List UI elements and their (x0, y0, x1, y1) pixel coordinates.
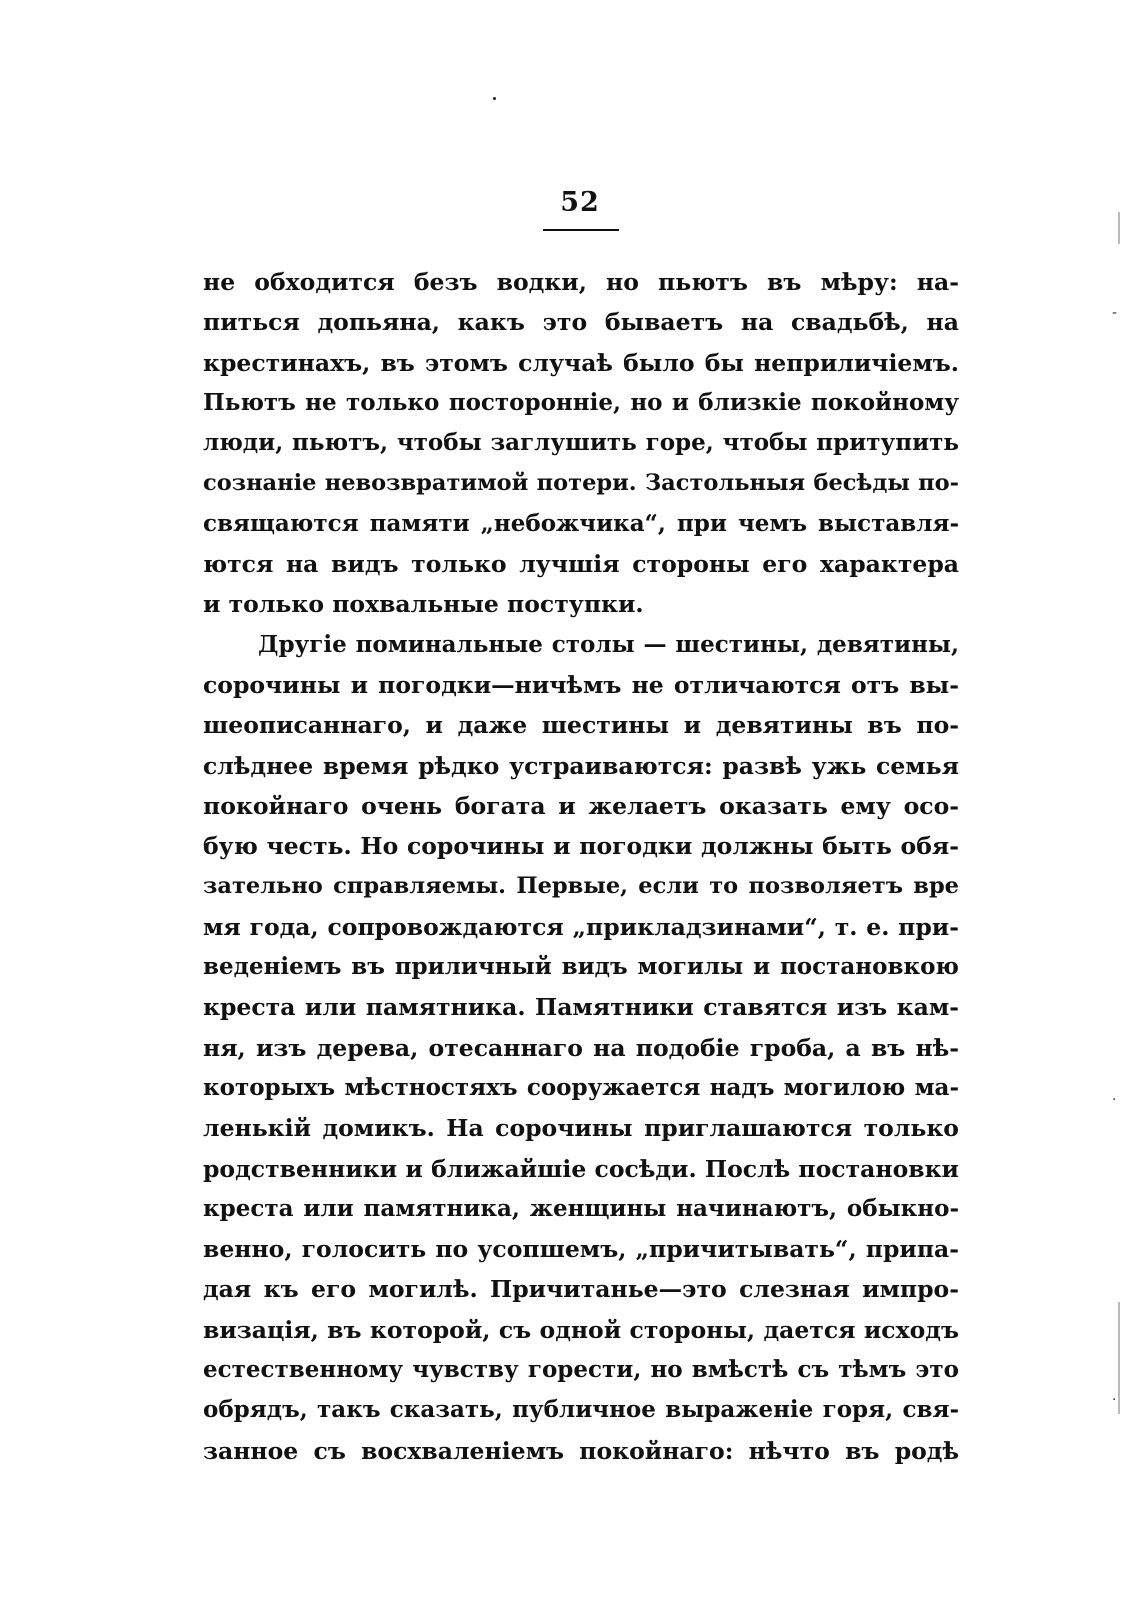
text-line: которыхъ мѣстностяхъ сооружается надъ могилою ма- (203, 1073, 959, 1101)
text-line: визація, въ которой, съ одной стороны, дается исходъ (203, 1315, 959, 1344)
text-line: бую честь. Но сорочины и погодки должны быть обя- (203, 832, 959, 861)
margin-mark: · (1112, 1092, 1117, 1108)
text-line: ленькій домикъ. На сорочины приглашаются только (203, 1114, 959, 1143)
text-line: крестинахъ, въ этомъ случаѣ было бы неприличіемъ. (203, 348, 959, 377)
page-number-underline (543, 229, 619, 231)
text-line: сознаніе невозвратимой потери. Застольныя бесѣды по- (203, 470, 959, 497)
text-line: родственники и ближайшіе сосѣди. Послѣ постановки (203, 1154, 959, 1183)
text-line: сорочины и погодки—ничѣмъ не отличаются отъ вы- (203, 670, 959, 699)
text-line: свящаются памяти „небожчика“, при чемъ выставля- (203, 509, 959, 537)
text-line: обрядъ, такъ сказать, публичное выраженіе горя, свя- (203, 1396, 959, 1424)
text-line: люди, пьютъ, чтобы заглушить горе, чтобы притупить (203, 429, 959, 457)
text-line: венно, голосить по усопшемъ, „причитывать“, припа- (203, 1235, 959, 1264)
body-text (203, 262, 959, 1471)
text-line: ня, изъ дерева, отесаннаго на подобіе гроба, а въ нѣ- (203, 1033, 959, 1062)
text-line: шеописаннаго, и даже шестины и девятины въ по- (203, 711, 959, 740)
page-edge-shadow (1118, 1302, 1120, 1414)
text-line: веденіемъ въ приличный видъ могилы и постановкою (203, 953, 959, 981)
text-line: дая къ его могилѣ. Причитанье—это слезная импро- (203, 1275, 959, 1304)
text-line: занное съ восхваленіемъ покойнаго: нѣчто въ родѣ (203, 1436, 959, 1465)
text-line: не обходится безъ водки, но пьютъ въ мѣру: на- (203, 268, 959, 296)
margin-mark: · (1112, 1392, 1117, 1408)
text-line: покойнаго очень богата и желаетъ оказать ему осо- (203, 791, 959, 820)
text-line: креста или памятника. Памятники ставятся изъ кам- (203, 993, 959, 1022)
text-line: Пьютъ не только посторонніе, но и близкіе покойному (203, 388, 959, 416)
text-line: мя года, сопровождаются „прикладзинами“, т. е. при- (203, 912, 959, 941)
text-line: зательно справляемы. Первые, если то позволяетъ вре (203, 873, 959, 900)
margin-mark: - (1112, 305, 1118, 321)
text-line: Другіе поминальные столы — шестины, девятины, (258, 630, 959, 658)
text-line: креста или памятника, женщины начинаютъ, обыкно- (203, 1194, 959, 1222)
page-edge-shadow (1118, 212, 1120, 244)
page-number: 52 (560, 187, 600, 218)
text-line: питься допьяна, какъ это бываетъ на свадьбѣ, на (203, 308, 959, 337)
text-line: ются на видъ только лучшія стороны его характера (203, 550, 959, 579)
text-line: естественному чувству горести, но вмѣстѣ съ тѣмъ это (203, 1356, 959, 1384)
text-line: и только похвальные поступки. (203, 590, 644, 619)
text-line: слѣднее время рѣдко устраиваются: развѣ ужь семья (203, 751, 959, 780)
print-speck (493, 97, 496, 100)
